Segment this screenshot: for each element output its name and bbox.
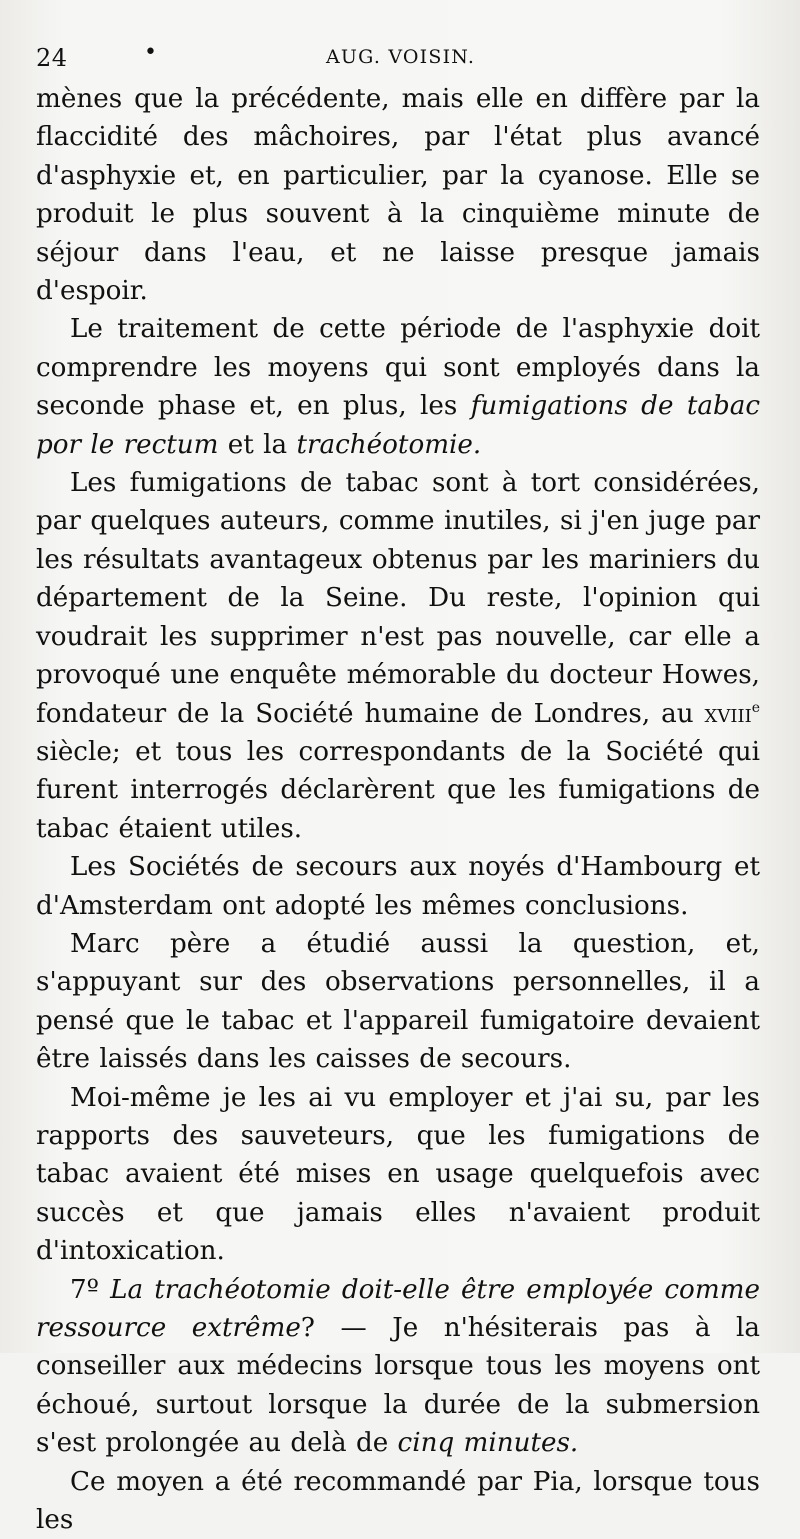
paragraph-1-text: mènes que la précédente, mais elle en diffère par la flaccidité des mâchoires, par l'état plus avancé d'asphyxie et, en particulier, par la cyanose. Elle se produit le plus souvent à la cinquième minute de séjour dans l'eau, et ne laisse presque jamais d'espoir. xyxy=(36,84,760,307)
paragraph-6-text: Moi-même je les ai vu employer et j'ai su, par les rapports des sauveteurs, que les fumigations de tabac avaient été mises en usage quelquefois avec succès et que jamais elles n'avaient produit d'intoxication. xyxy=(36,1082,760,1267)
paragraph-3-tail: siècle; et tous les correspondants de la Société qui furent interrogés déclarèrent que les fumigations de tabac étaient utiles. xyxy=(36,736,760,844)
paragraph-6 xyxy=(36,1079,760,1271)
section-heading-italic: La trachéotomie doit-elle être employée comme ressource extrême xyxy=(36,1274,760,1343)
century-numeral: xviii xyxy=(704,698,752,729)
running-head xyxy=(36,40,760,80)
paragraph-7-text: ? — Je n'hésiterais pas à la conseiller aux médecins lorsque tous les moyens ont échoué, surtout lorsque la durée de la submersion s'est prolongée au delà de xyxy=(36,1313,760,1459)
century-superscript: e xyxy=(751,699,760,716)
paragraph-2-text: Le traitement de cette période de l'asphyxie doit comprendre les moyens qui sont employés dans la seconde phase et, en plus, les xyxy=(36,314,760,422)
paragraph-2-italic-tracheotomie: trachéotomie. xyxy=(296,429,482,460)
paragraph-3-text: Les fumigations de tabac sont à tort considérées, par quelques auteurs, comme inutiles, si j'en juge par les résultats avantageux obtenus par les mariniers du département de la Seine. Du reste, l'opinion qui voudrait les supprimer n'est pas nouvelle, car elle a provoqué une enquête mémorable du docteur Howes, fondateur de la Société humaine de Londres, au xyxy=(36,468,760,729)
paragraph-2 xyxy=(36,310,760,464)
paragraph-4 xyxy=(36,848,760,925)
paragraph-3 xyxy=(36,464,760,848)
body-text xyxy=(36,80,760,1539)
running-author: AUG. VOISIN. xyxy=(326,46,476,68)
section-number: 7º xyxy=(70,1274,111,1305)
paragraph-8-text: Ce moyen a été recommandé par Pia, lorsque tous les xyxy=(36,1466,760,1536)
bullet-mark: • xyxy=(144,40,158,65)
paragraph-4-text: Les Sociétés de secours aux noyés d'Hambourg et d'Amsterdam ont adopté les mêmes conclusions. xyxy=(36,852,760,921)
paragraph-1 xyxy=(36,80,760,310)
paragraph-2-italic-fumigations: fumigations de tabac por le rectum xyxy=(36,391,760,460)
paragraph-5 xyxy=(36,925,760,1079)
paragraph-8 xyxy=(36,1463,760,1539)
paragraph-7-italic-cinq-minutes: cinq minutes. xyxy=(397,1428,579,1459)
paragraph-7 xyxy=(36,1271,760,1463)
page-number: 24 xyxy=(36,44,68,72)
paragraph-2-connector: et la xyxy=(218,429,297,460)
paragraph-5-text: Marc père a étudié aussi la question, et, s'appuyant sur des observations personnelles, il a pensé que le tabac et l'appareil fumigatoire devaient être laissés dans les caisses de secours. xyxy=(36,928,760,1075)
